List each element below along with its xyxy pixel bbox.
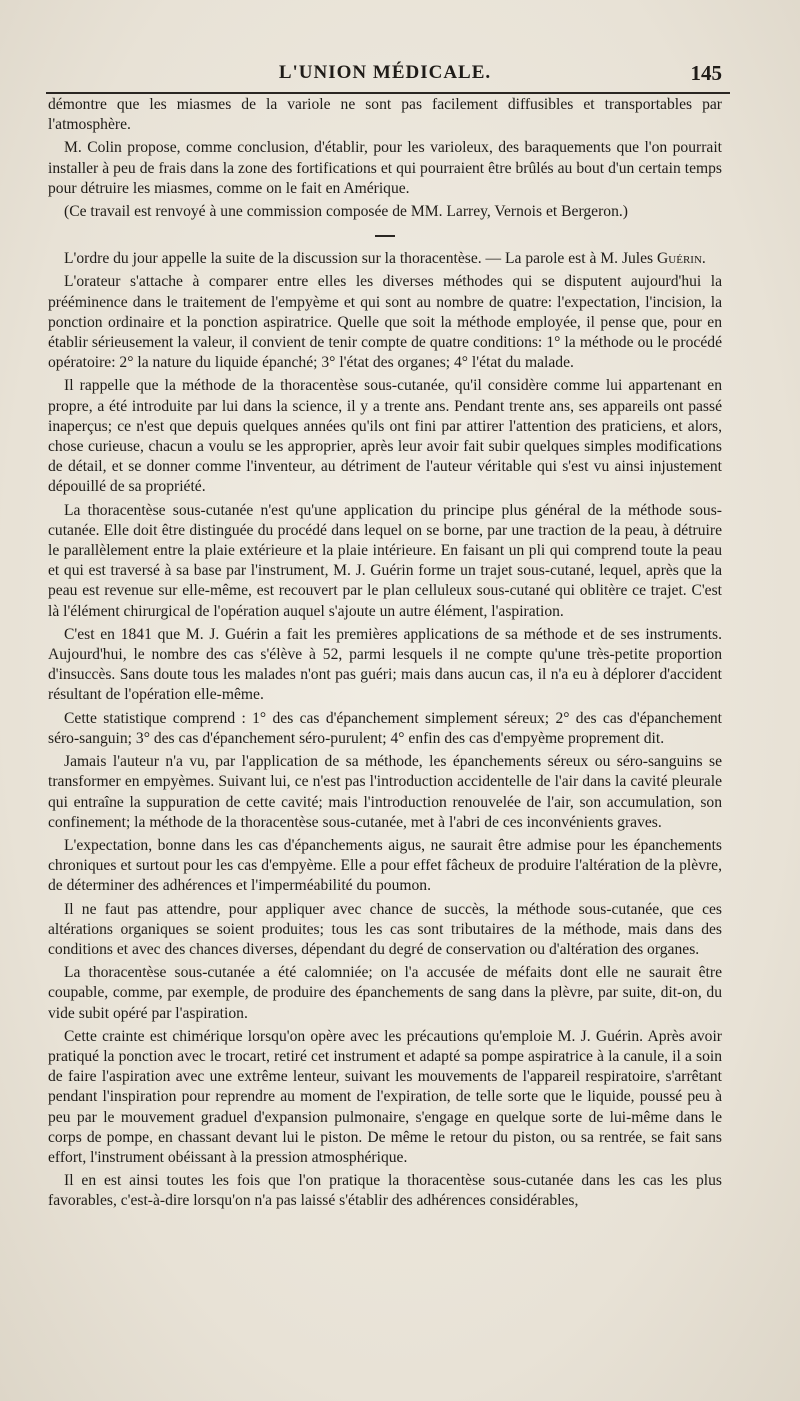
paragraph-1: démontre que les miasmes de la variole ne sont pas facilement diffusibles et transportables par l'atmosphère. xyxy=(48,96,722,134)
paragraph-2: M. Colin propose, comme conclusion, d'établir, pour les varioleux, des baraquements que l'on pourrait installer à peu de frais dans la zone des fortifications et qui pourraient être brûlés au bout d'un certain temps pour détruire les miasmes, comme on le fait en Amérique. xyxy=(48,139,722,197)
header-rule xyxy=(46,92,730,94)
paragraph-3: (Ce travail est renvoyé à une commission composée de MM. Larrey, Vernois et Bergeron.) xyxy=(64,203,628,221)
paragraph-4-end: . xyxy=(701,250,706,268)
paragraph-11: L'expectation, bonne dans les cas d'épanchements aigus, ne saurait être admise pour les épanchements chroniques et surtout pour les cas d'empyème. Elle a pour effet fâcheux de produire l'altération de la plèvre, de déterminer des adhérences et l'imperméabilité du poumon. xyxy=(48,836,722,895)
paragraph-10: Jamais l'auteur n'a vu, par l'application de sa méthode, les épanchements séreux ou séro-sanguins se transformer en empyèmes. Suivant lui, ce n'est pas l'introduction accidentelle de l'air dans la cavité pleurale qui entraîne la suppuration de cette cavité; mais l'introduction renouvelée de l'air, son accumulation, son confinement; la méthode de la thoracentèse sous-cutanée, met à l'abri de ces inconvénients graves. xyxy=(48,753,722,831)
page-header xyxy=(48,0,722,95)
section-separator xyxy=(48,225,722,245)
running-title: L'UNION MÉDICALE. xyxy=(278,62,492,83)
paragraph-8: C'est en 1841 que M. J. Guérin a fait les premières applications de sa méthode et de ses instruments. Aujourd'hui, le nombre des cas s'élève à 52, parmi lesquels il ne compte qu'une très-petite proportion d'insuccès. Sans doute tous les malades n'ont pas guéri; mais dans aucun cas, il n'a eu à déplorer d'accident résultant de l'opération elle-même. xyxy=(48,625,722,704)
paragraph-15: Il en est ainsi toutes les fois que l'on pratique la thoracentèse sous-cutanée dans les cas les plus favorables, c'est-à-dire lorsqu'on n'a pas laissé s'établir des adhérences considérables, xyxy=(48,1172,722,1210)
paragraph-13: La thoracentèse sous-cutanée a été calomniée; on l'a accusée de méfaits dont elle ne saurait être coupable, comme, par exemple, de produire des épanchements de sang dans la plèvre, par suite, dit-on, du vide subit opéré par l'aspiration. xyxy=(48,964,722,1022)
article-body xyxy=(48,95,722,1212)
paragraph-6: Il rappelle que la méthode de la thoracentèse sous-cutanée, qu'il considère comme lui appartenant en propre, a été introduite par lui dans la science, il y a trente ans. Pendant trente ans, ses appareils ont passé inaperçus; ce n'est que depuis quelques années qu'ils ont fini par attirer l'attention des praticiens, et alors, chose curieuse, chacun a voulu se les approprier, après leur avoir fait subir quelques simples modifications de détail, et se donner comme l'inventeur, au détriment de l'auteur véritable qui s'est vu ainsi injustement dépouillé de sa propriété. xyxy=(48,377,722,496)
paragraph-4 xyxy=(48,249,722,269)
page-number: 145 xyxy=(690,61,722,85)
paragraph-7: La thoracentèse sous-cutanée n'est qu'une application du principe plus général de la méthode sous-cutanée. Elle doit être distinguée du procédé dans lequel on se borne, par une traction de la peau, à détruire le parallèlement entre la plaie extérieure et la plaie intérieure. En faisant un pli qui comprend toute la peau et qui est traversé à sa base par l'instrument, M. J. Guérin forme un trajet sous-cutané, lequel, après que la peau est revenue sur elle-même, est recouvert par le plan celluleux sous-cutané qui oblitère ce trajet. C'est là l'élément chirurgical de l'opération auquel s'ajoute un autre élément, l'aspiration. xyxy=(48,501,722,620)
paragraph-5: L'orateur s'attache à comparer entre elles les diverses méthodes qui se disputent aujourd'hui la prééminence dans le traitement de l'empyème et qui sont au nombre de quatre: l'expectation, l'incision, la ponction ordinaire et la ponction aspiratrice. Quelle que soit la méthode employée, il pense que, pour en établir sérieusement la valeur, il convient de tenir compte de quatre conditions: 1° la méthode ou le procédé opératoire: 2° la nature du liquide épanché; 3° l'état des organes; 4° l'état du malade. xyxy=(48,273,722,372)
paragraph-4-lead: L'ordre du jour appelle la suite de la discussion sur la thoracentèse. — La parole est à M. Jules xyxy=(64,250,654,268)
paragraph-14: Cette crainte est chimérique lorsqu'on opère avec les précautions qu'emploie M. J. Guérin. Après avoir pratiqué la ponction avec le trocart, retiré cet instrument et adapté sa pompe aspiratrice à la canule, il a soin de faire l'aspiration avec une extrême lenteur, suivant les mouvements de l'appareil respiratoire, s'arrêtant pendant l'inspiration pour reprendre au moment de l'expiration, de telle sorte que le liquide, poussé peu à peu par le mouvement graduel d'expansion pulmonaire, s'engage en quelque sorte de lui-même dans le corps de pompe, en chassant devant lui le piston. De même le retour du piston, ou sa rentrée, se fait sans effort, l'instrument obéissant à la pression atmosphérique. xyxy=(48,1027,722,1166)
paragraph-12: Il ne faut pas attendre, pour appliquer avec chance de succès, la méthode sous-cutanée, que ces altérations organiques se soient produites; tous les cas sont tributaires de la méthode, mais dans des conditions et avec des chances diverses, dépendant du degré de conservation ou d'altération des organes. xyxy=(48,900,722,958)
separator-dash xyxy=(375,235,395,237)
speaker-name: Guérin xyxy=(657,250,702,268)
paragraph-9: Cette statistique comprend : 1° des cas d'épanchement simplement séreux; 2° des cas d'épanchement séro-sanguin; 3° des cas d'épanchement séro-purulent; 4° enfin des cas d'empyème proprement dit. xyxy=(48,709,722,747)
